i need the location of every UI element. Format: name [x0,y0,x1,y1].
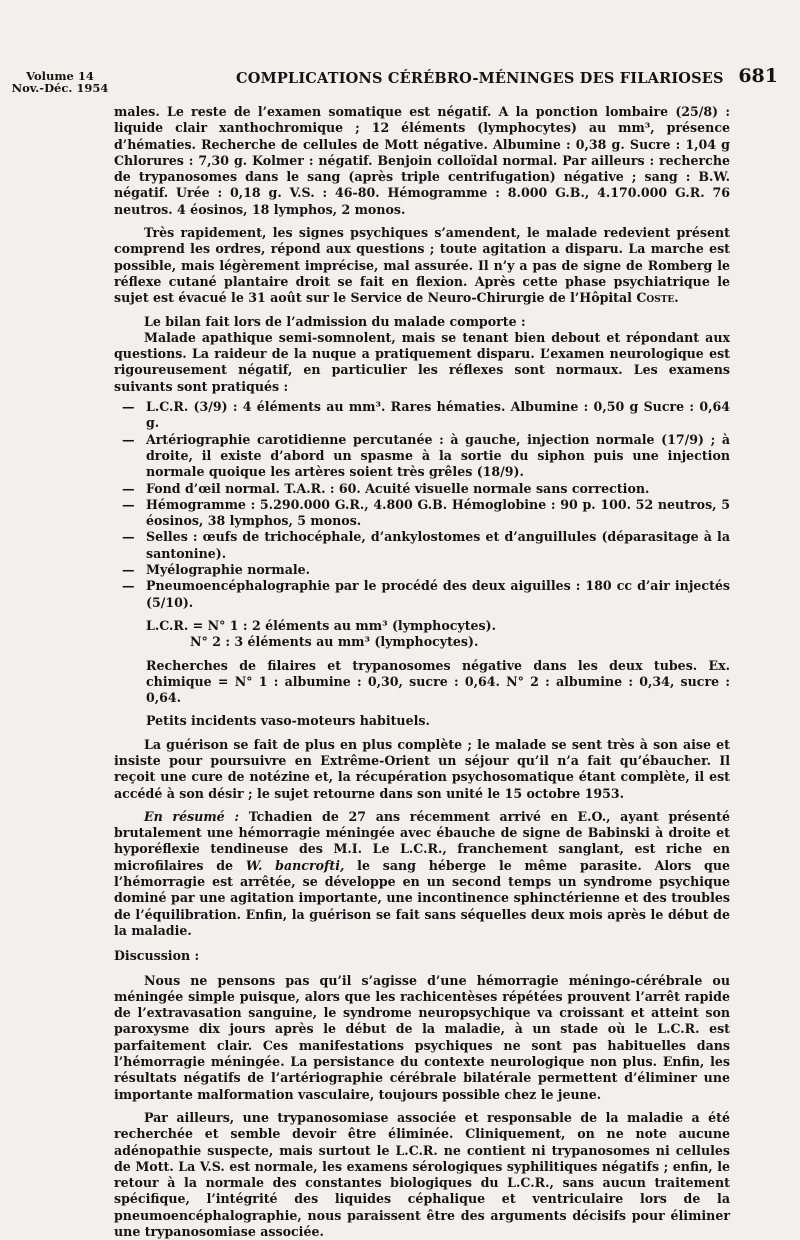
summary-text-a: Tchadien de 27 ans récemment arrivé en E.O., ayant présenté brutalement une hémorragie méningée avec ébauche de signe de Babinski à droite et hyporéflexie tendineuse des M.I. Le L.C.R., franchement sanglant, est riche en microfilaires de [114,808,731,873]
paragraph-discussion-2: Par ailleurs, une trypanosomiase associée et responsable de la maladie a été recherchée et semble devoir être éliminée. Cliniquement, on ne note aucune adénopathie suspecte, mais surtout le L.C.R. ne contient ni trypanosomes ni cellules de Mott. La V.S. est normale, les examens sérologiques syphilitiques négatifs ; enfin, le retour à la normale des constantes biologiques du L.C.R., sans aucun traitement spécifique, l’intégrité des liquides céphalique et ventriculaire lors de la pneumoencéphalographie, nous paraissent être des arguments décisifs pour éliminer une trypanosomiase associée. [114,1109,730,1239]
exam-text: L.C.R. (3/9) : 4 éléments au mm³. Rares hématies. Albumine : 0,50 g Sucre : 0,64 g. [146,399,730,431]
exam-item [114,562,730,578]
exam-text: Myélographie normale. [146,562,311,578]
lcr-incidents: Petits incidents vaso-moteurs habituels. [146,713,430,729]
summary-text-b: le sang héberge le même parasite. Alors que l’hémorragie est arrêtée, se développe en un second temps un syndrome psychique dominé par une agitation importante, une incontinence sphinctérienne et des troubles de l’équilibration. Enfin, la guérison se fait sans séquelles deux mois après le début de la maladie. [114,857,731,938]
exam-text: Hémogramme : 5.290.000 G.R., 4.800 G.B. Hémoglobine : 90 p. 100. 52 neutros, 5 éosinos, 38 lymphos, 5 monos. [146,496,730,529]
paragraph-discussion-1: Nous ne pensons pas qu’il s’agisse d’une hémorragie méningo-cérébrale ou méningée simple puisque, alors que les rachicentèses répétées prouvent l’arrêt rapide de l’extravasation sanguine, le syndrome neuropsychique va croissant et atteint son paroxysme dix jours après le début de la maladie, à un stade où le L.C.R. est parfaitement clair. Ces manifestations psychiques ne sont pas habituelles dans l’hémorragie méningée. La persistance du contexte neurologique non plus. Enfin, les résultats négatifs de l’artériographie cérébrale bilatérale permettent d’éliminer une importante malformation vasculaire, toujours possible chez le jeune. [114,972,730,1102]
exam-text: Selles : œufs de trichocéphale, d’ankylostomes et d’anguillules (déparasitage à la santonine). [146,529,730,561]
paragraph-text: Très rapidement, les signes psychiques s’amendent, le malade redevient présent comprend les ordres, répond aux questions ; toute agitation a disparu. La marche est possible, mais légèrement imprécise, mal assurée. Il n’y a pas de signe de Romberg le réflexe cutané plantaire droit se fait en flexion. Après cette phase psychiatrique le sujet est évacué le 31 août sur le Service de Neuro-Chirurgie de l’Hôpital [114,225,730,306]
page-number: 681 [738,65,778,87]
list-dash: — [122,496,135,512]
paragraph-admission-state: Malade apathique semi-somnolent, mais se tenant bien debout et répondant aux questions. La raideur de la nuque a pratiquement disparu. L’examen neurologique est rigoureusement négatif, en particulier les réflexes sont normaux. Les examens suivants sont pratiqués : [114,329,730,394]
lcr-result-1: L.C.R. = N° 1 : 2 éléments au mm³ (lymphocytes). [146,617,496,633]
running-title: COMPLICATIONS CÉRÉBRO-MÉNINGES DES FILARIOSES [236,70,724,87]
exam-text: Pneumoencéphalographie par le procédé des deux aiguilles : 180 cc d’air injectés (5/10). [146,578,730,610]
section-heading-discussion: Discussion : [114,948,200,964]
lcr-research: Recherches de filaires et trypanosomes négative dans les deux tubes. Ex. chimique = N° 1 : albumine : 0,30, sucre : 0,64. N° 2 : albumine : 0,34, sucre : 0,64. [146,657,730,706]
paragraph-lab-results: males. Le reste de l’examen somatique est négatif. A la ponction lombaire (25/8) : liquide clair xanthochromique ; 12 éléments (lymphocytes) au mm³, présence d’hématies. Recherche de cellules de Mott négative. Albumine : 0,38 g. Sucre : 1,04 g Chlorures : 7,30 g. Kolmer : négatif. Benjoin colloïdal normal. Par ailleurs : recherche de trypanosomes dans le sang (après triple centrifugation) négative ; sang : B.W. négatif. Urée : 0,18 g. V.S. : 46-80. Hémogramme : 8.000 G.B., 4.170.000 G.R. 76 neutros. 4 éosinos, 18 lymphos, 2 monos. [114,104,730,217]
paragraph-psychic-recovery [114,225,730,306]
hospital-name: Coste. [636,290,679,306]
list-dash: — [122,431,135,447]
lcr-result-2: N° 2 : 3 éléments au mm³ (lymphocytes). [190,634,479,650]
list-dash: — [122,562,135,578]
exam-text: Artériographie carotidienne percutanée : à gauche, injection normale (17/9) ; à droite, il existe d’abord un spasme à la sortie du siphon puis une injection normale quoique les artères soient très grêles (18/9). [146,431,730,480]
volume-info [10,70,110,94]
exam-item [114,529,730,562]
list-dash: — [122,578,135,594]
paragraph-recovery: La guérison se fait de plus en plus complète ; le malade se sent très à son aise et insiste pour poursuivre en Extrême-Orient un séjour qu’il n’a fait qu’ébaucher. Il reçoit une cure de notézine et, la récupération psychosomatique étant complète, il est accédé à son désir ; le sujet retourne dans son unité le 15 octobre 1953. [114,736,730,801]
list-dash: — [122,529,135,545]
volume-label: Volume 14 [26,69,94,83]
exam-item [114,481,730,497]
exam-item [114,399,730,432]
exam-item [114,497,730,530]
paragraph-summary [114,809,730,939]
summary-label: En résumé : [144,808,239,824]
paragraph-admission-intro: Le bilan fait lors de l’admission du malade comporte : [144,313,526,329]
page-header [10,64,780,98]
list-dash: — [122,480,135,496]
list-dash: — [122,399,135,415]
exam-text: Fond d’œil normal. T.A.R. : 60. Acuité visuelle normale sans correction. [146,480,650,496]
exam-item [114,578,730,611]
exam-list [114,399,730,611]
exam-item [114,432,730,481]
article-body [114,104,730,1240]
issue-date: Nov.-Déc. 1954 [11,81,109,95]
species-name: W. bancrofti, [245,857,345,873]
